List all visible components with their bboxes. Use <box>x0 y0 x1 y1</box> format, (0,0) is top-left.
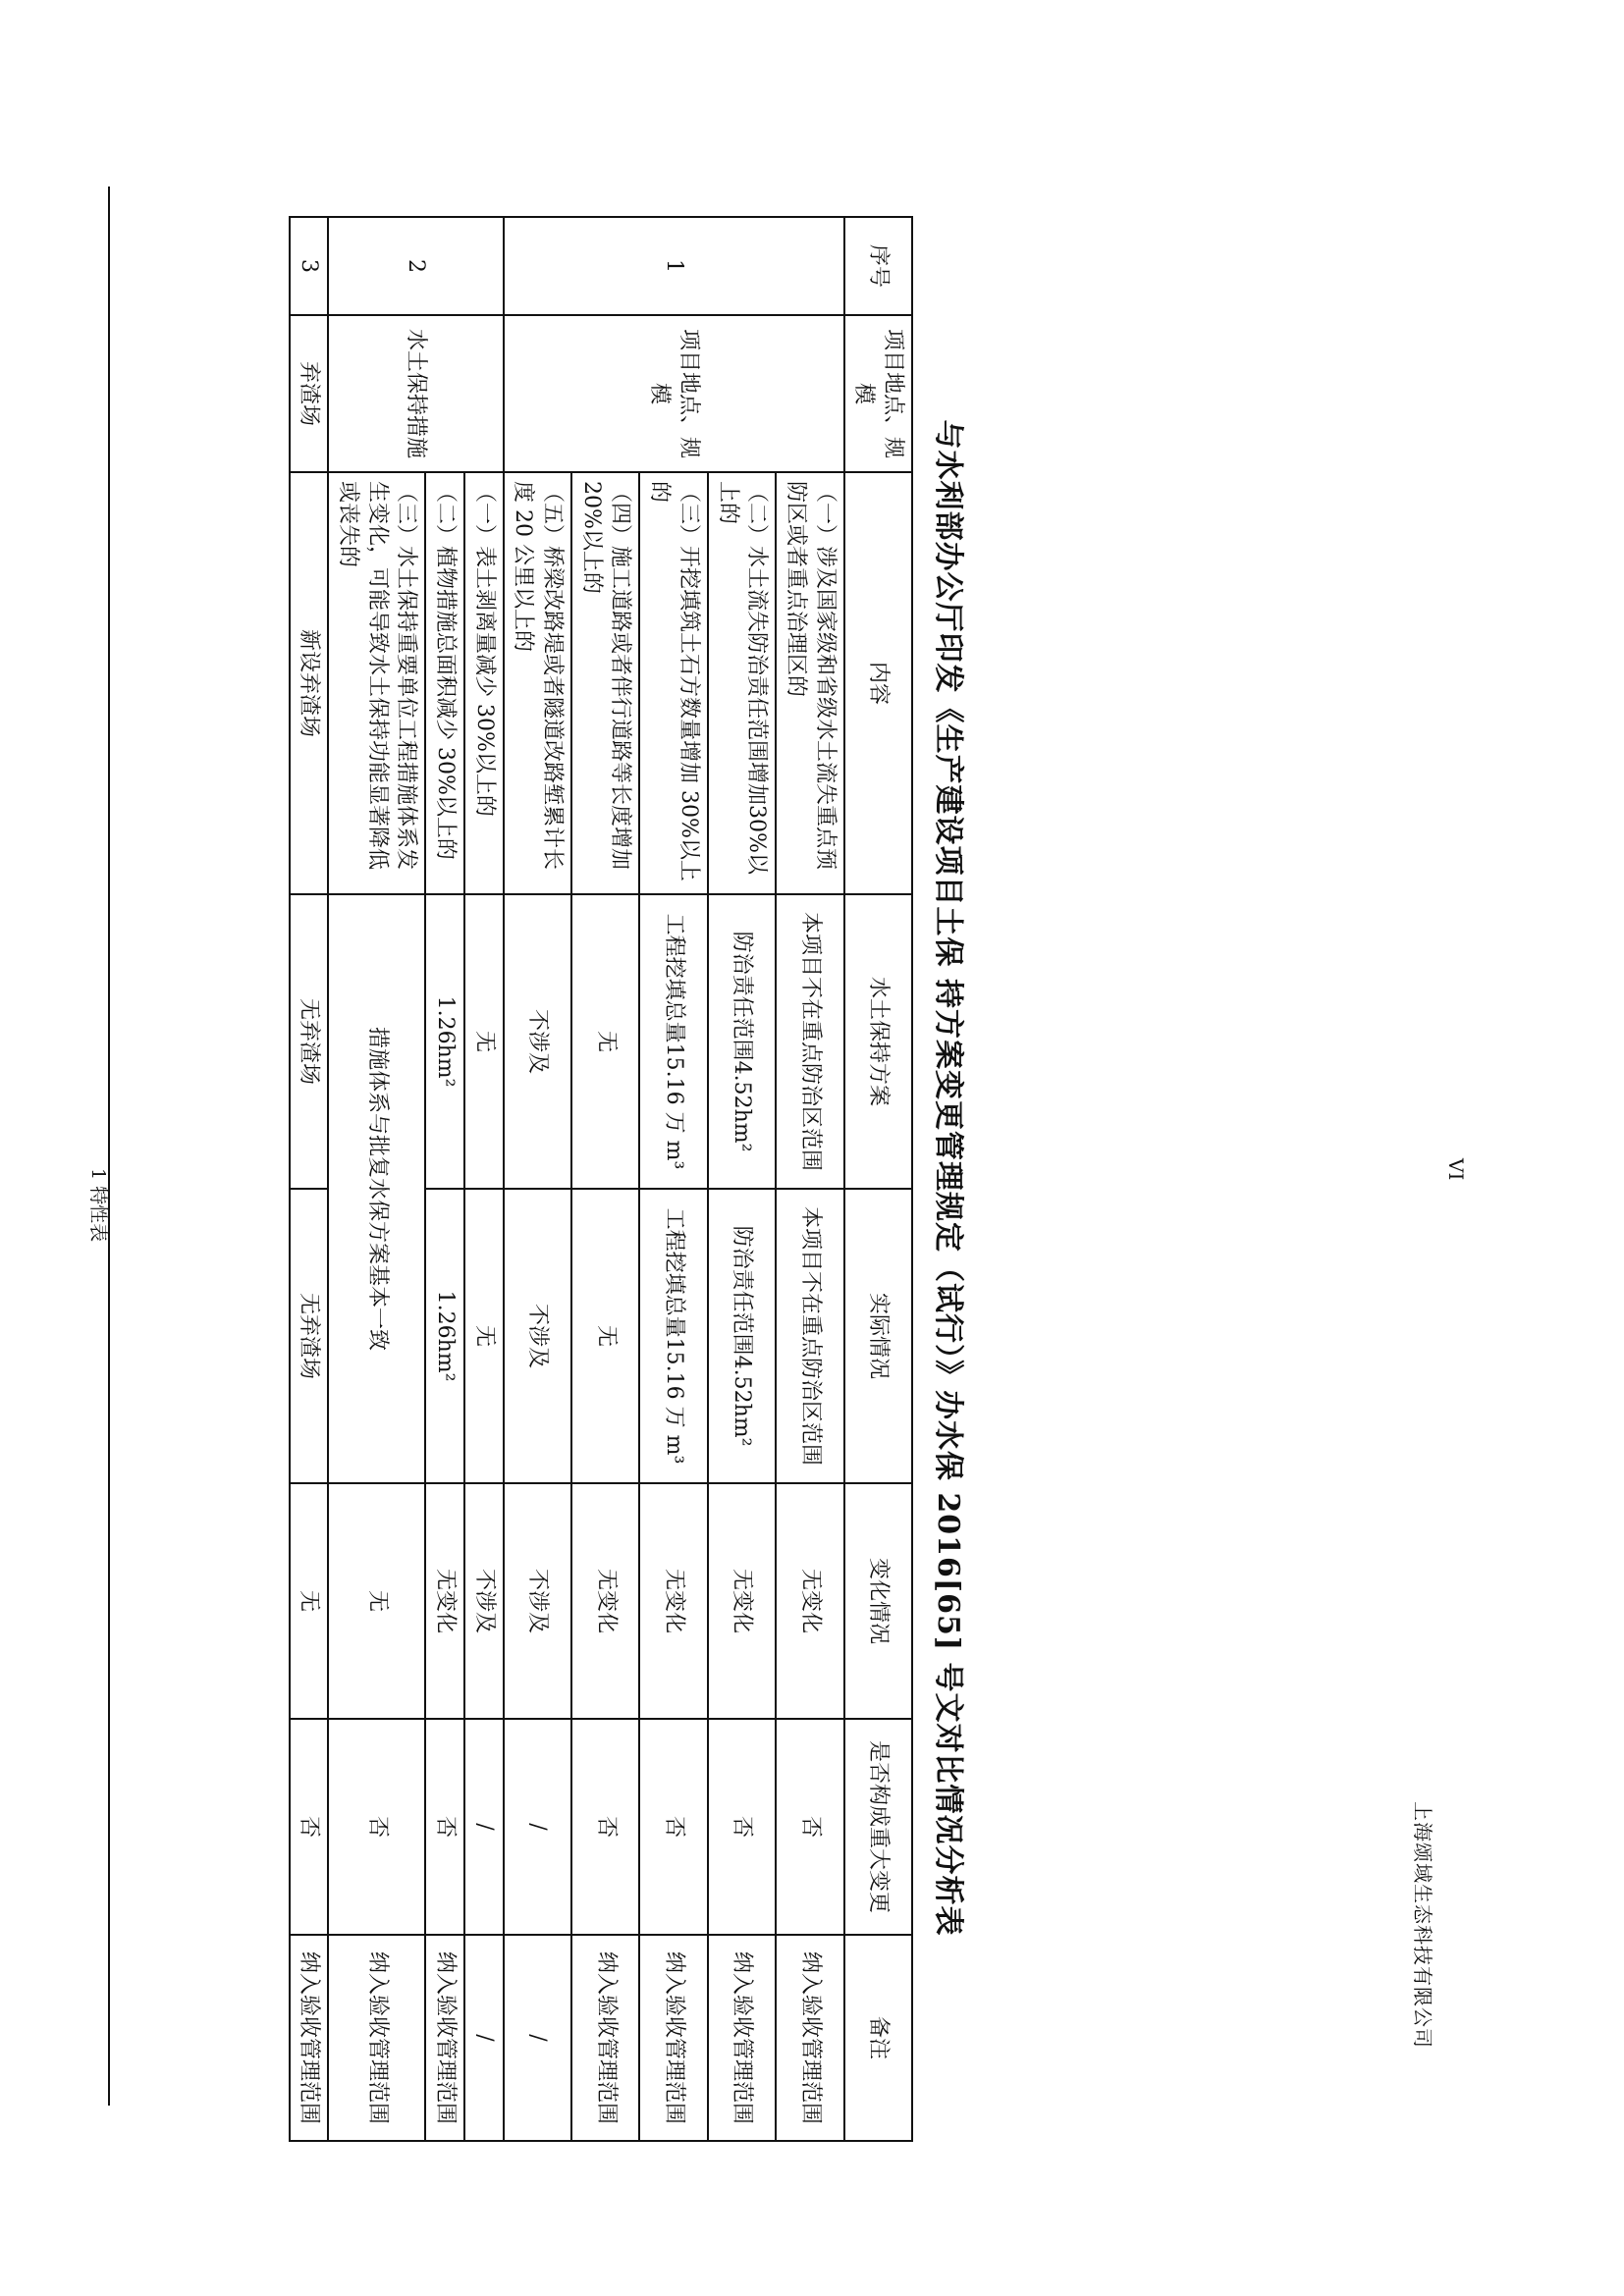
col-header-major: 是否构成重大变更 <box>844 1719 912 1935</box>
plan-cell: 1.26hm² <box>425 894 464 1189</box>
major-cell: 否 <box>708 1719 776 1935</box>
plan-cell: 无 <box>464 894 504 1189</box>
change-cell: 无变化 <box>708 1483 776 1719</box>
major-cell: 否 <box>571 1719 639 1935</box>
change-cell: 无变化 <box>571 1483 639 1719</box>
content-cell: （三）开挖填筑土石方数量增加 30%以上的 <box>640 472 708 894</box>
scope-cell: 弃渣场 <box>290 315 329 472</box>
seq-cell: 3 <box>290 217 329 315</box>
content-cell: （一）表土剥离量减少 30%以上的 <box>464 472 504 894</box>
col-header-plan: 水土保持方案 <box>844 894 912 1189</box>
note-cell: / <box>504 1935 571 2141</box>
company-name: 上海颂域生态科技有限公司 <box>1411 1801 1435 2049</box>
col-header-note: 备注 <box>844 1935 912 2141</box>
change-cell: 无变化 <box>640 1483 708 1719</box>
content-cell: （四）施工道路或者伴行道路等长度增加 20%以上的 <box>571 472 639 894</box>
major-cell: 否 <box>328 1719 425 1935</box>
actual-cell: 1.26hm² <box>425 1189 464 1483</box>
seq-cell: 2 <box>328 217 503 315</box>
table-row <box>464 217 504 2141</box>
note-cell: 纳入验收管理范围 <box>328 1935 425 2141</box>
actual-cell: 无 <box>571 1189 639 1483</box>
plan-cell: 无弃渣场 <box>290 894 329 1189</box>
actual-cell: 防治责任范围4.52hm² <box>708 1189 776 1483</box>
section-header: 1 特性表 <box>87 1168 109 1243</box>
table-row <box>708 217 776 2141</box>
table-row <box>504 217 571 2141</box>
note-cell: 纳入验收管理范围 <box>776 1935 843 2141</box>
page-number: VI <box>1444 1158 1468 1181</box>
scope-cell: 水土保持措施 <box>328 315 503 472</box>
note-cell: 纳入验收管理范围 <box>425 1935 464 2141</box>
plan-cell: 无 <box>571 894 639 1189</box>
change-cell: 不涉及 <box>504 1483 571 1719</box>
content-cell: 新设弃渣场 <box>290 472 329 894</box>
rotated-content <box>177 216 982 2140</box>
change-cell: 不涉及 <box>464 1483 504 1719</box>
actual-cell: 不涉及 <box>504 1189 571 1483</box>
note-cell: 纳入验收管理范围 <box>571 1935 639 2141</box>
col-header-seq: 序号 <box>844 217 912 315</box>
actual-cell: 工程挖填总量15.16 万 m³ <box>640 1189 708 1483</box>
scope-cell: 项目地点、规模 <box>504 315 844 472</box>
plan-cell: 本项目不在重点防治区范围 <box>776 894 843 1189</box>
table-row <box>640 217 708 2141</box>
seq-cell: 1 <box>504 217 844 315</box>
major-cell: / <box>504 1719 571 1935</box>
col-header-change: 变化情况 <box>844 1483 912 1719</box>
content-cell: （二）水土流失防治责任范围增加30%以上的 <box>708 472 776 894</box>
note-cell: 纳入验收管理范围 <box>290 1935 329 2141</box>
actual-cell: 无弃渣场 <box>290 1189 329 1483</box>
change-cell: 无变化 <box>425 1483 464 1719</box>
change-cell: 无变化 <box>776 1483 843 1719</box>
content-cell: （五）桥梁改路堤或者隧道改路堑累计长度 20 公里以上的 <box>504 472 571 894</box>
major-cell: 否 <box>290 1719 329 1935</box>
actual-cell: 本项目不在重点防治区范围 <box>776 1189 843 1483</box>
plan-cell: 工程挖填总量15.16 万 m³ <box>640 894 708 1189</box>
col-header-actual: 实际情况 <box>844 1189 912 1483</box>
comparison-table <box>289 216 913 2142</box>
change-cell: 无 <box>328 1483 425 1719</box>
content-cell: （二）植物措施总面积减少 30%以上的 <box>425 472 464 894</box>
col-header-scope: 项目地点、规模 <box>844 315 912 472</box>
table-title: 与水利部办公厅印发《生产建设项目土保 持方案变更管理规定（试行）》办水保 2016[65] 号文对比情况分析表 <box>931 419 965 1937</box>
note-cell: 纳入验收管理范围 <box>640 1935 708 2141</box>
content-cell: （一）涉及国家级和省级水土流失重点预防区或者重点治理区的 <box>776 472 843 894</box>
plan-cell: 防治责任范围4.52hm² <box>708 894 776 1189</box>
col-header-content: 内容 <box>844 472 912 894</box>
table-row <box>425 217 464 2141</box>
actual-cell: 无 <box>464 1189 504 1483</box>
table-row <box>328 217 425 2141</box>
major-cell: 否 <box>776 1719 843 1935</box>
change-cell: 无 <box>290 1483 329 1719</box>
note-cell: / <box>464 1935 504 2141</box>
major-cell: / <box>464 1719 504 1935</box>
content-cell: （三）水土保持重要单位工程措施体系发生变化，可能导致水土保持功能显著降低或丧失的 <box>328 472 425 894</box>
table-row <box>571 217 639 2141</box>
major-cell: 否 <box>640 1719 708 1935</box>
merged-plan-actual-cell: 措施体系与批复水保方案基本一致 <box>328 894 425 1483</box>
header-row <box>844 217 912 2141</box>
table-row <box>776 217 843 2141</box>
major-cell: 否 <box>425 1719 464 1935</box>
header-rule <box>108 187 110 2106</box>
note-cell: 纳入验收管理范围 <box>708 1935 776 2141</box>
plan-cell: 不涉及 <box>504 894 571 1189</box>
table-row <box>290 217 329 2141</box>
